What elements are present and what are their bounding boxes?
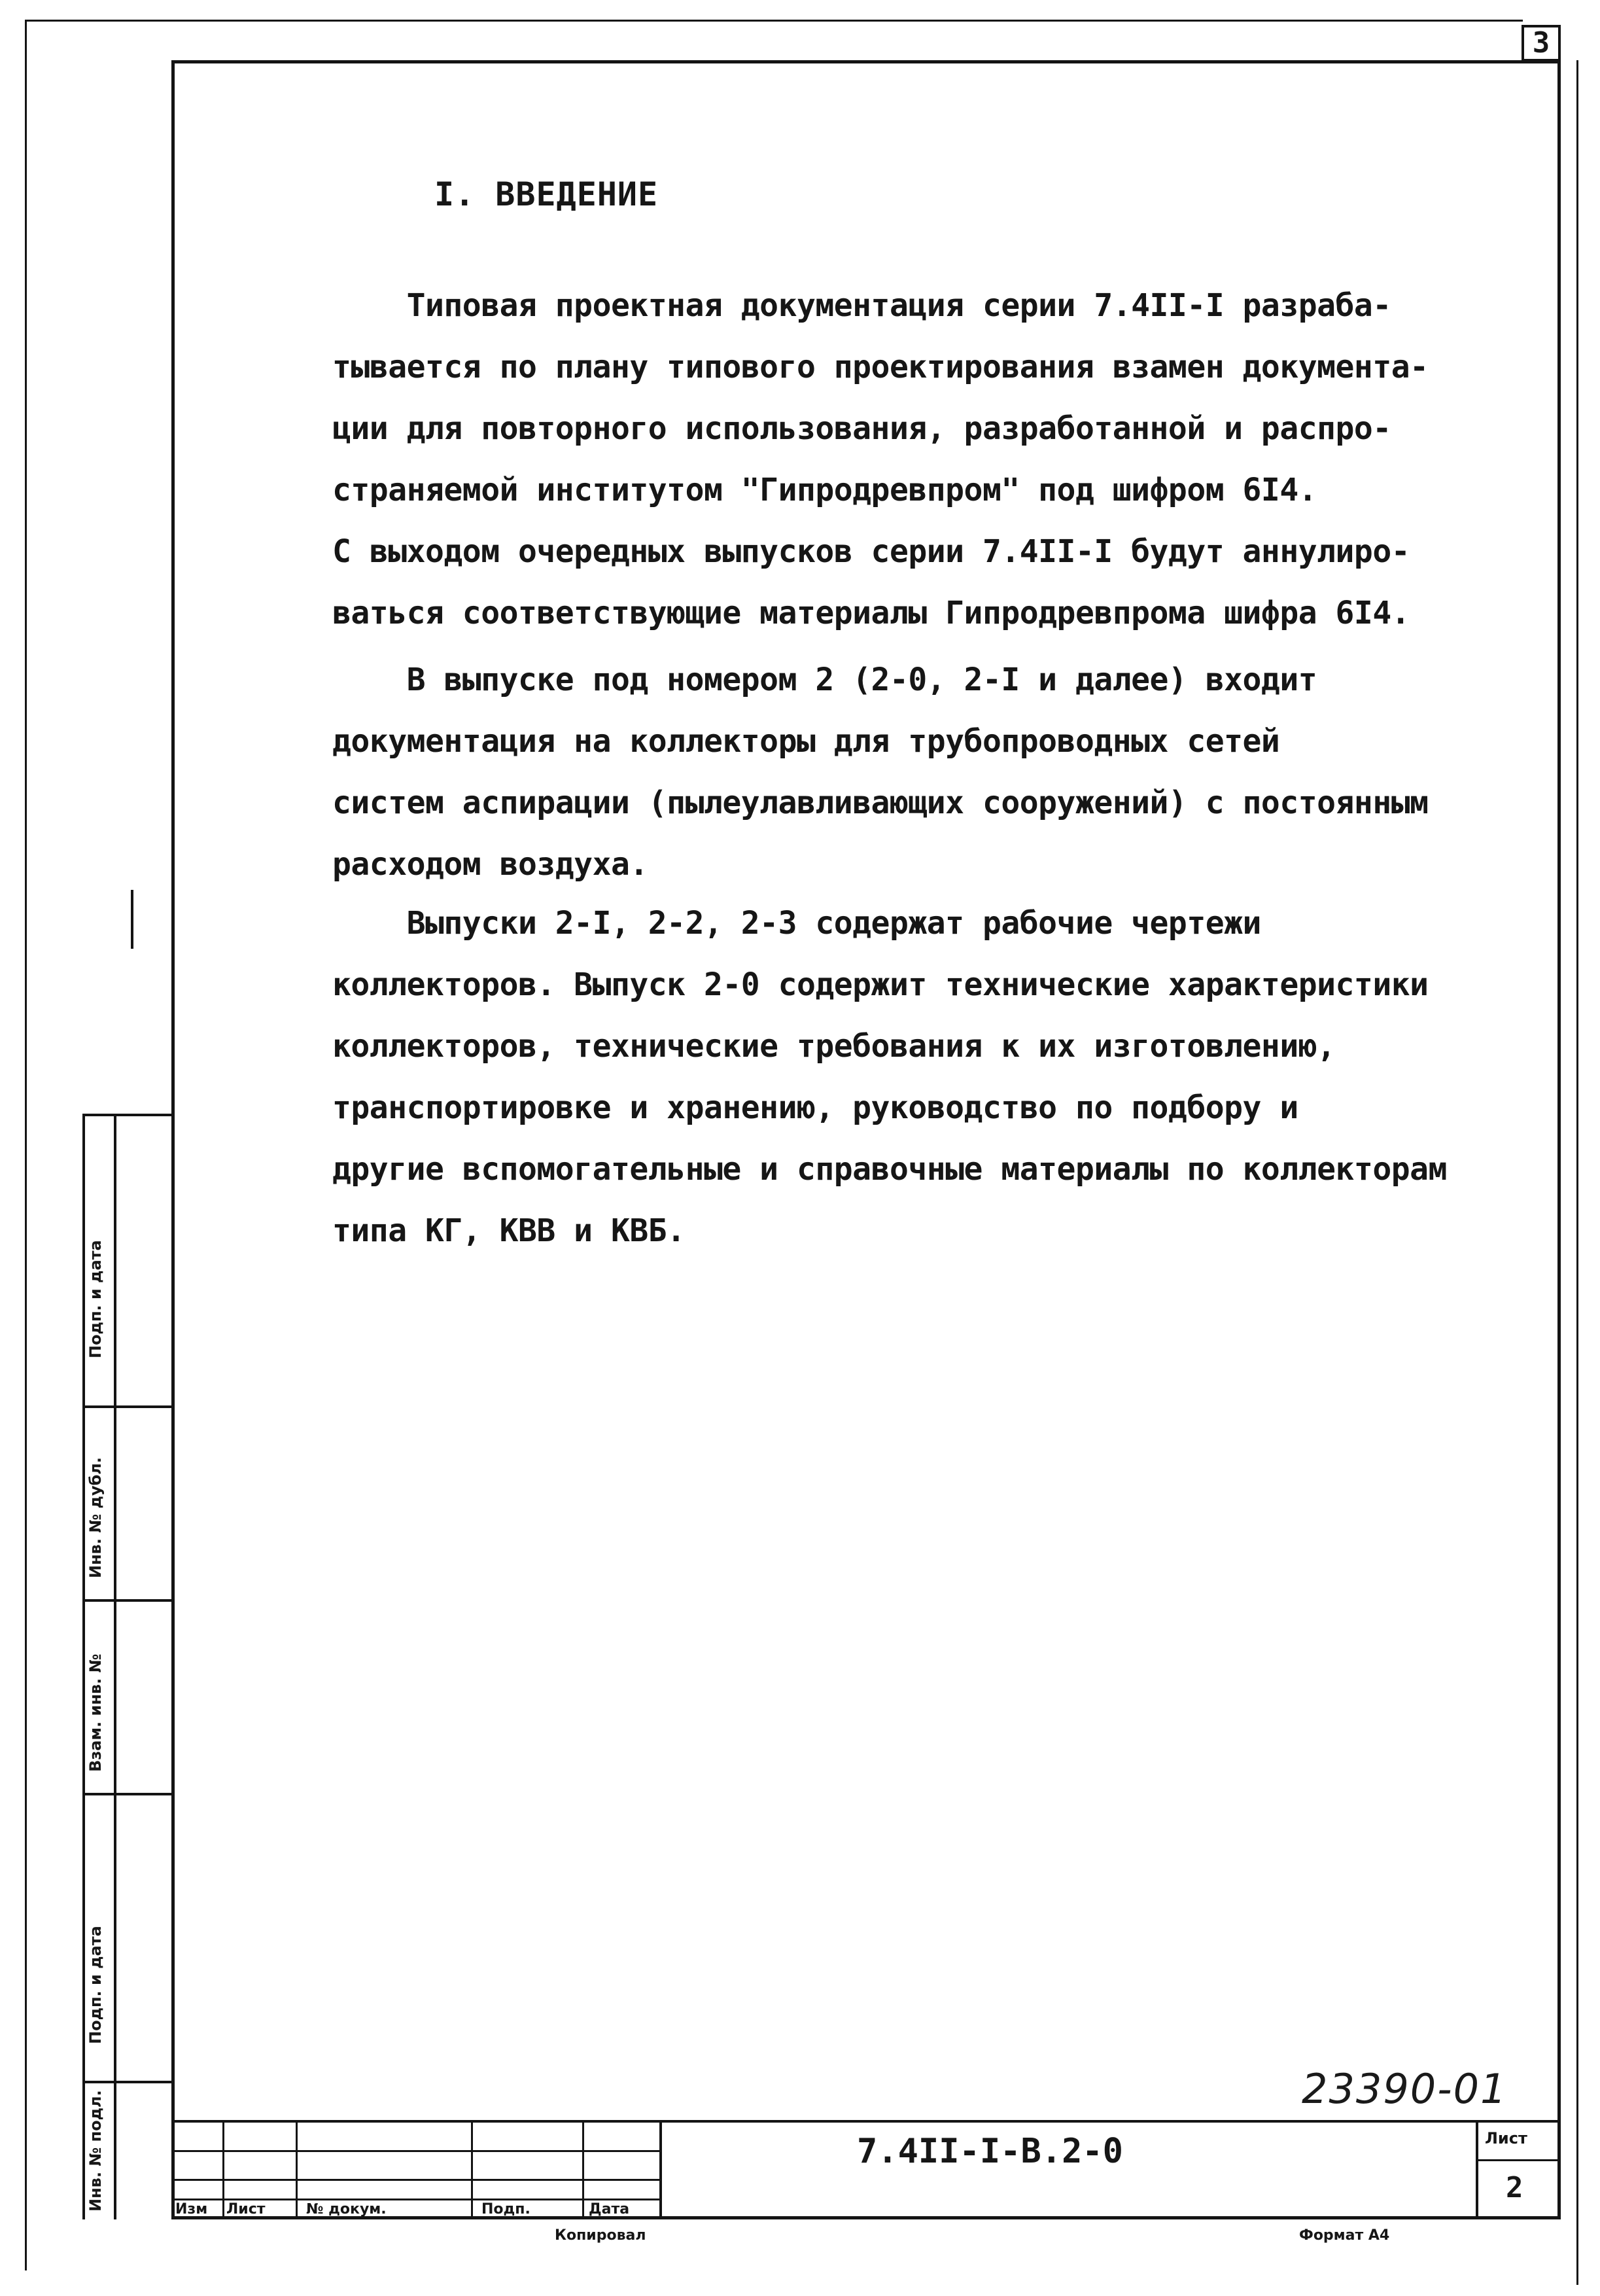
sheet-label: Лист [1485,2129,1527,2147]
column-header-izm: Изм [175,2201,208,2217]
paragraph-line: ваться соответствующие материалы Гипродревпрома шифра 6I4. [332,595,1410,631]
sidebar-cell [82,1793,171,2081]
tb-line [659,2120,662,2219]
tb-line [582,2120,584,2219]
paragraph-line: коллекторов, технические требования к их изготовлению, [332,1028,1336,1065]
paragraph-line: документация на коллекторы для трубопроводных сетей [332,723,1280,760]
tb-line [222,2120,224,2219]
top-edge-line [25,20,1523,22]
column-header-signature: Подп. [481,2201,530,2217]
sidebar-label: Инв. № дубл. [86,1457,105,1578]
paragraph-line: Выпуски 2-I, 2-2, 2-3 содержат рабочие чертежи [332,905,1261,942]
paragraph-2 [332,649,1503,895]
tb-line [471,2120,473,2219]
sidebar-label: Подп. и дата [86,1240,105,1358]
format-label: Формат А4 [1299,2227,1390,2244]
paragraph-line: расходом воздуха. [332,846,648,883]
paragraph-line: страняемой институтом "Гипродревпром" под шифром 6I4. [332,472,1317,508]
paragraph-line: В выпуске под номером 2 (2-0, 2-I и далее) входит [332,662,1317,698]
tb-line [1476,2120,1478,2219]
tb-line [171,2179,661,2181]
paragraph-line: тывается по плану типового проектирования взамен документа- [332,349,1429,385]
paragraph-line: С выходом очередных выпусков серии 7.4II-I будут аннулиро- [332,533,1410,570]
tb-line [296,2120,298,2219]
paragraph-line: ции для повторного использования, разработанной и распро- [332,410,1391,447]
paragraph-3 [332,892,1503,1262]
paragraph-1 [332,275,1503,644]
paragraph-line: Типовая проектная документация серии 7.4II-I разраба- [332,287,1391,324]
archive-stamp-number: 23390-01 [1302,2065,1508,2113]
paragraph-line: систем аспирации (пылеулавливающих сооружений) с постоянным [332,785,1429,821]
paragraph-line: другие вспомогательные и справочные материалы по коллекторам [332,1151,1447,1188]
paragraph-line: типа КГ, КВВ и КВБ. [332,1212,686,1249]
sidebar-stamp [82,1114,171,2219]
sidebar-label: Взам. инв. № [86,1653,105,1772]
column-header-date: Дата [589,2201,630,2217]
sidebar-cell [82,1114,171,1405]
mark-vertical [131,890,133,949]
tb-line [1476,2159,1561,2161]
sidebar-label: Подп. и дата [86,1926,105,2044]
tb-line [171,2199,661,2200]
sheet-corner-number: 3 [1522,25,1561,62]
tb-line [171,2150,661,2152]
column-header-list: Лист [226,2201,266,2217]
tb-line [171,2120,1561,2123]
right-edge-line [1576,60,1578,2285]
sidebar-cell [82,1405,171,1599]
sidebar-label: Инв. № подл. [86,2090,105,2212]
sheet-number: 2 [1506,2171,1523,2204]
paragraph-line: коллекторов. Выпуск 2-0 содержит технические характеристики [332,966,1429,1003]
copied-label: Копировал [555,2227,646,2244]
document-code: 7.4II-I-В.2-0 [857,2132,1123,2171]
section-heading: I. ВВЕДЕНИЕ [434,175,659,213]
sidebar-cell [82,2081,171,2219]
sidebar-cell [82,1599,171,1793]
binding-margin-line [25,20,27,2270]
paragraph-line: транспортировке и хранению, руководство по подбору и [332,1089,1298,1126]
column-header-doc-number: № докум. [306,2201,387,2217]
